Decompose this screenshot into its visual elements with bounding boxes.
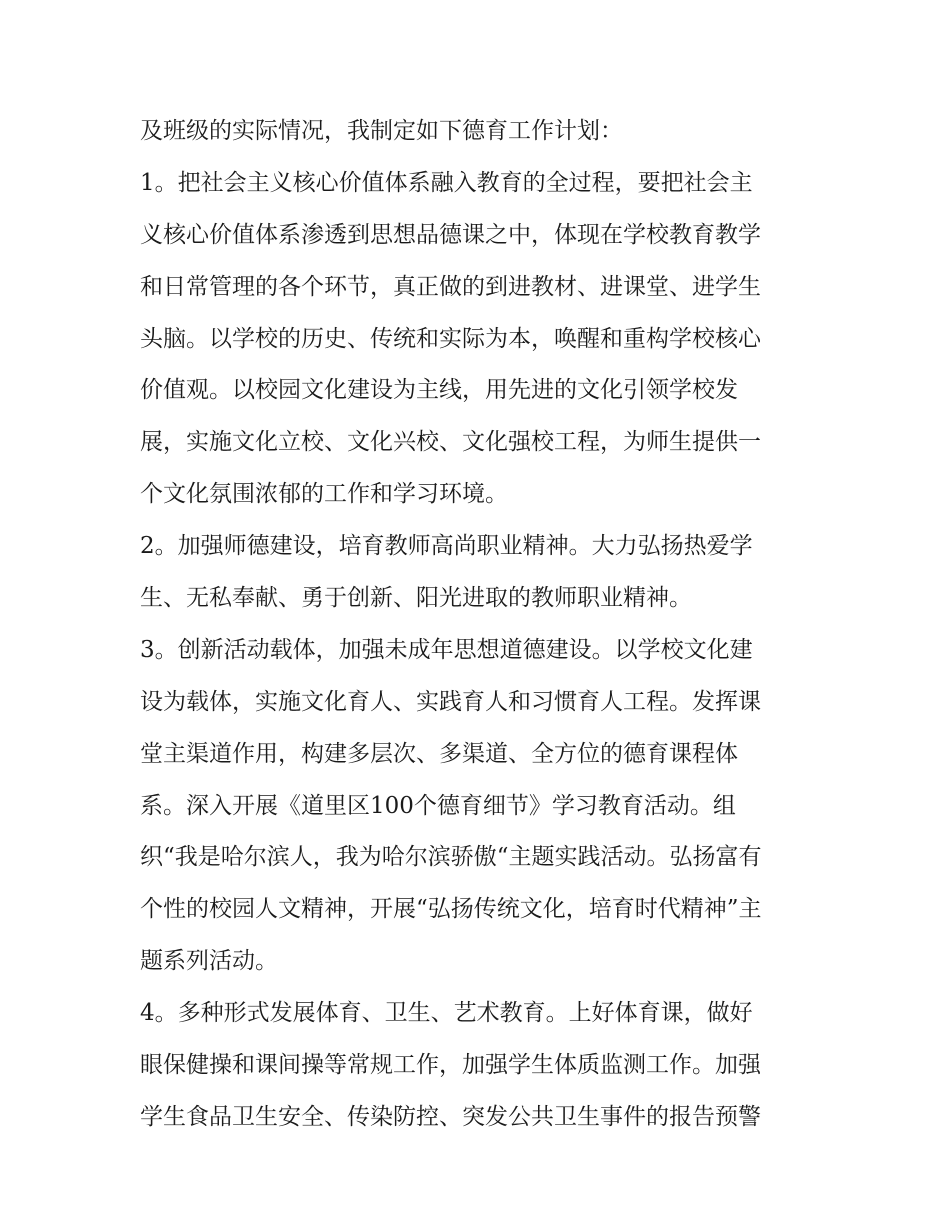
text-line: 义核心价值体系渗透到思想品德课之中，体现在学校教育教学: [140, 221, 761, 248]
text-line: 4。多种形式发展体育、卫生、艺术教育。上好体育课，做好: [140, 1000, 753, 1027]
text-line: 2。加强师德建设，培育教师高尚职业精神。大力弘扬热爱学: [140, 533, 753, 560]
text-line: 展，实施文化立校、文化兴校、文化强校工程，为师生提供一: [140, 429, 761, 456]
text-line: 价值观。以校园文化建设为主线，用先进的文化引领学校发: [140, 377, 738, 404]
text-line: 个文化氛围浓郁的工作和学习环境。: [140, 481, 508, 508]
text-line: 织“我是哈尔滨人，我为哈尔滨骄傲“主题实践活动。弘扬富有: [140, 844, 762, 871]
document-body: [140, 106, 820, 1144]
text-line: 系。深入开展《道里区100个德育细节》学习教育活动。组: [140, 792, 736, 819]
text-line: 及班级的实际情况，我制定如下德育工作计划：: [140, 118, 623, 144]
text-line: 设为载体，实施文化育人、实践育人和习惯育人工程。发挥课: [140, 688, 761, 715]
text-line: 1。把社会主义核心价值体系融入教育的全过程，要把社会主: [140, 169, 753, 196]
text-line: 眼保健操和课间操等常规工作，加强学生体质监测工作。加强: [140, 1052, 761, 1079]
text-line: 头脑。以学校的历史、传统和实际为本，唤醒和重构学校核心: [140, 325, 761, 352]
text-line: 个性的校园人文精神，开展“弘扬传统文化，培育时代精神”主: [140, 896, 762, 923]
text-line: 堂主渠道作用，构建多层次、多渠道、全方位的德育课程体: [140, 740, 738, 767]
text-line: 题系列活动。: [140, 948, 278, 975]
text-line: 学生食品卫生安全、传染防控、突发公共卫生事件的报告预警: [140, 1103, 761, 1130]
text-line: 3。创新活动载体，加强未成年思想道德建设。以学校文化建: [140, 636, 753, 663]
text-line: 和日常管理的各个环节，真正做的到进教材、进课堂、进学生: [140, 273, 761, 300]
text-line: 生、无私奉献、勇于创新、阳光进取的教师职业精神。: [140, 585, 692, 612]
